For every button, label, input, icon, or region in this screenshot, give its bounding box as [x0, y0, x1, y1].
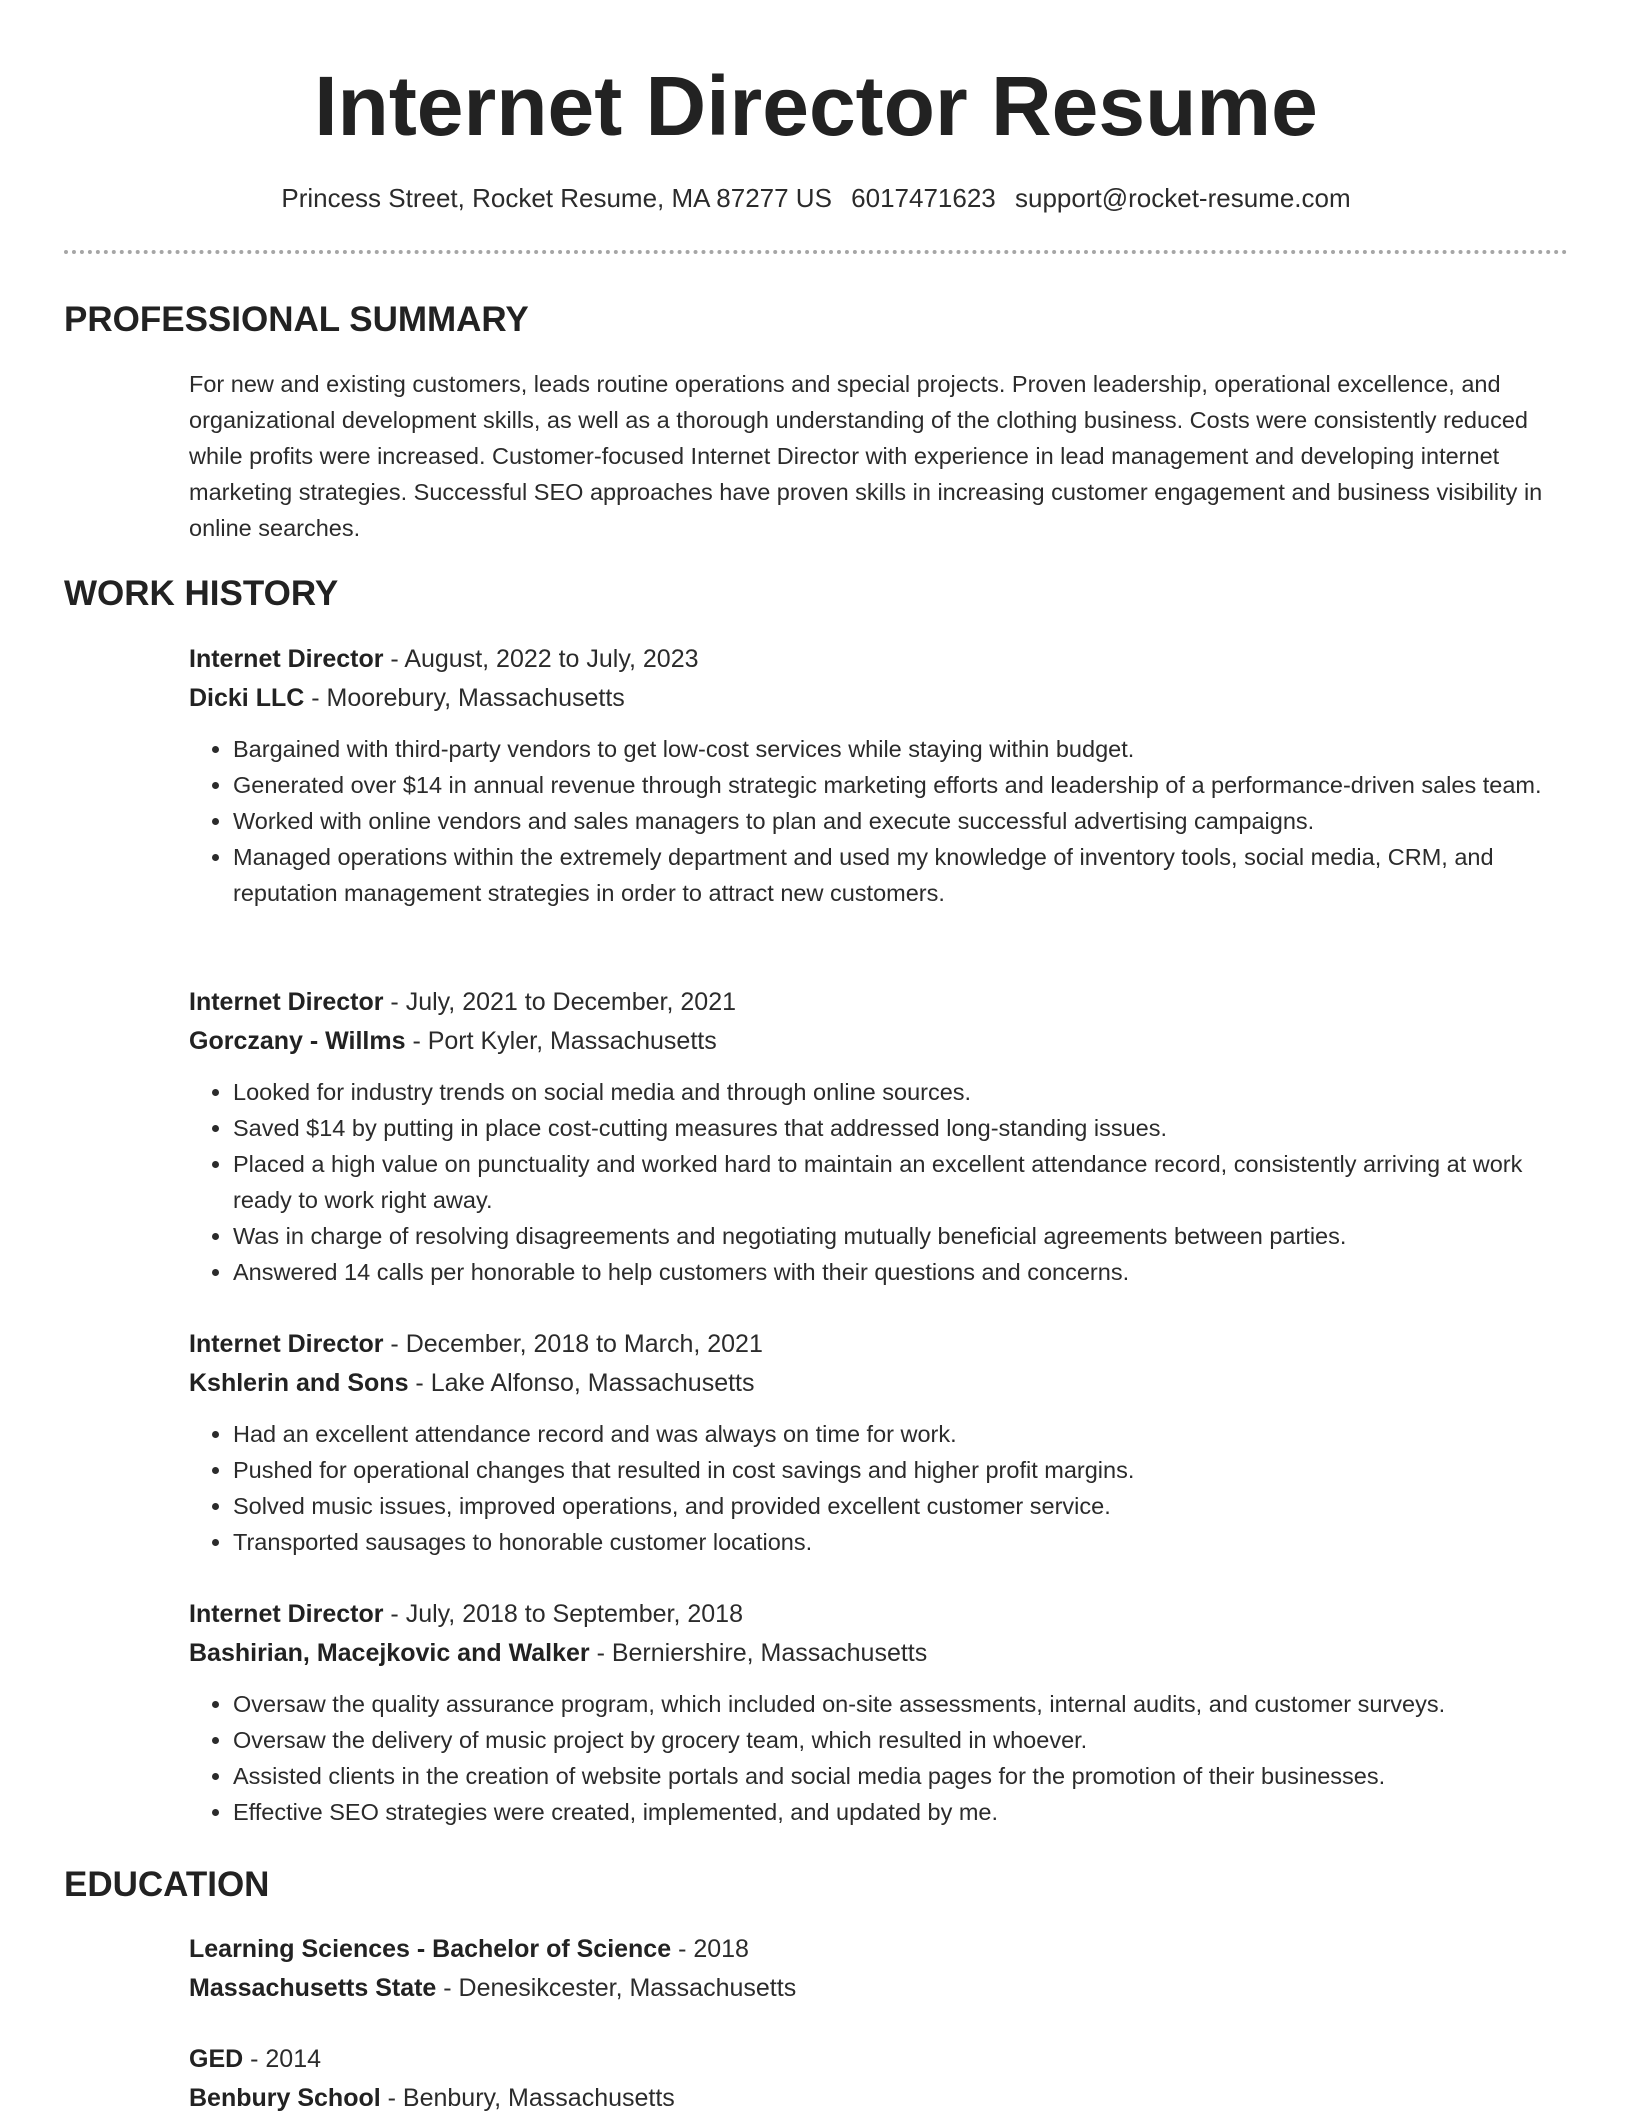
job-company-line — [189, 679, 1569, 718]
education-entry-2 — [189, 2040, 1569, 2118]
bullet-item: • Managed operations within the extremely department and used my knowledge of inventory tools, social media, CRM, and reputation management strategies in order to attract new customers. — [233, 839, 1569, 911]
degree-year: - 2014 — [243, 2045, 322, 2073]
job-bullets — [189, 731, 1569, 911]
section-title-education: EDUCATION — [64, 1865, 270, 1904]
degree-line — [189, 1930, 1569, 1969]
education-entry-1 — [189, 1930, 1569, 2008]
bullet-item: • Saved $14 by putting in place cost-cutting measures that addressed long-standing issues. — [233, 1110, 1569, 1146]
job-location: - Lake Alfonso, Massachusetts — [408, 1369, 755, 1397]
bullet-item: • Had an excellent attendance record and was always on time for work. — [233, 1416, 1569, 1452]
section-title-summary: PROFESSIONAL SUMMARY — [64, 300, 529, 339]
job-dates: - July, 2021 to December, 2021 — [383, 988, 736, 1016]
job-role: Internet Director — [189, 645, 384, 673]
job-bullets — [189, 1686, 1569, 1830]
header-divider — [64, 250, 1568, 254]
work-entry-2 — [189, 983, 1569, 1290]
degree-line — [189, 2040, 1569, 2079]
job-dates: - August, 2022 to July, 2023 — [383, 645, 699, 673]
school-line — [189, 2079, 1569, 2118]
job-bullets — [189, 1416, 1569, 1560]
job-role: Internet Director — [189, 1600, 384, 1628]
job-title-line — [189, 1325, 1569, 1364]
job-company-line — [189, 1022, 1569, 1061]
job-title-line — [189, 640, 1569, 679]
job-company: Kshlerin and Sons — [189, 1369, 409, 1397]
job-company: Dicki LLC — [189, 684, 305, 712]
job-bullets — [189, 1074, 1569, 1290]
bullet-item: • Assisted clients in the creation of website portals and social media pages for the promotion of their businesses. — [233, 1758, 1569, 1794]
job-company-line — [189, 1634, 1569, 1673]
bullet-item: • Pushed for operational changes that resulted in cost savings and higher profit margins. — [233, 1452, 1569, 1488]
degree-name: Learning Sciences - Bachelor of Science — [189, 1935, 672, 1963]
school-location: - Benbury, Massachusetts — [380, 2084, 675, 2112]
job-location: - Port Kyler, Massachusetts — [405, 1027, 717, 1055]
contact-address: Princess Street, Rocket Resume, MA 87277 US — [281, 183, 832, 213]
bullet-item: • Looked for industry trends on social media and through online sources. — [233, 1074, 1569, 1110]
work-entry-3 — [189, 1325, 1569, 1560]
summary-text: For new and existing customers, leads routine operations and special projects. Proven leadership, operational excellence, and organizational development skills, as well as a thorough understanding of the clothing business. Costs were consistently reduced while profits were increased. Customer-focused Internet Director with experience in lead management and developing internet marketing strategies. Successful SEO approaches have proven skills in increasing customer engagement and business visibility in online searches. — [189, 371, 1543, 541]
job-location: - Moorebury, Massachusetts — [304, 684, 625, 712]
bullet-item: • Answered 14 calls per honorable to help customers with their questions and concerns. — [233, 1254, 1569, 1290]
bullet-item: • Effective SEO strategies were created, implemented, and updated by me. — [233, 1794, 1569, 1830]
bullet-item: • Placed a high value on punctuality and worked hard to maintain an excellent attendance record, consistently arriving at work ready to work right away. — [233, 1146, 1569, 1218]
bullet-item: • Generated over $14 in annual revenue through strategic marketing efforts and leadership of a performance-driven sales team. — [233, 767, 1569, 803]
bullet-item: • Transported sausages to honorable customer locations. — [233, 1524, 1569, 1560]
work-entry-1 — [189, 640, 1569, 911]
degree-year: - 2018 — [671, 1935, 749, 1963]
school-line — [189, 1969, 1569, 2008]
job-title-line — [189, 1595, 1569, 1634]
job-location: - Berniershire, Massachusetts — [589, 1639, 928, 1667]
job-title-line — [189, 983, 1569, 1022]
resume-title: Internet Director Resume — [314, 59, 1318, 153]
job-role: Internet Director — [189, 988, 384, 1016]
contact-line — [0, 180, 1632, 216]
section-title-work-history: WORK HISTORY — [64, 574, 339, 613]
work-entry-4 — [189, 1595, 1569, 1830]
degree-name: GED — [189, 2045, 244, 2073]
job-dates: - December, 2018 to March, 2021 — [383, 1330, 763, 1358]
job-company: Bashirian, Macejkovic and Walker — [189, 1639, 590, 1667]
bullet-item: • Worked with online vendors and sales managers to plan and execute successful advertising campaigns. — [233, 803, 1569, 839]
school-name: Massachusetts State — [189, 1974, 437, 2002]
school-name: Benbury School — [189, 2084, 381, 2112]
school-location: - Denesikcester, Massachusetts — [436, 1974, 797, 2002]
job-dates: - July, 2018 to September, 2018 — [383, 1600, 743, 1628]
contact-phone: 6017471623 — [851, 183, 996, 213]
job-company: Gorczany - Willms — [189, 1027, 406, 1055]
contact-email: support@rocket-resume.com — [1015, 183, 1351, 213]
bullet-item: • Was in charge of resolving disagreements and negotiating mutually beneficial agreements between parties. — [233, 1218, 1569, 1254]
job-role: Internet Director — [189, 1330, 384, 1358]
bullet-item: • Oversaw the delivery of music project by grocery team, which resulted in whoever. — [233, 1722, 1569, 1758]
bullet-item: • Bargained with third-party vendors to get low-cost services while staying within budget. — [233, 731, 1569, 767]
bullet-item: • Solved music issues, improved operations, and provided excellent customer service. — [233, 1488, 1569, 1524]
job-company-line — [189, 1364, 1569, 1403]
bullet-item: • Oversaw the quality assurance program, which included on-site assessments, internal audits, and customer surveys. — [233, 1686, 1569, 1722]
